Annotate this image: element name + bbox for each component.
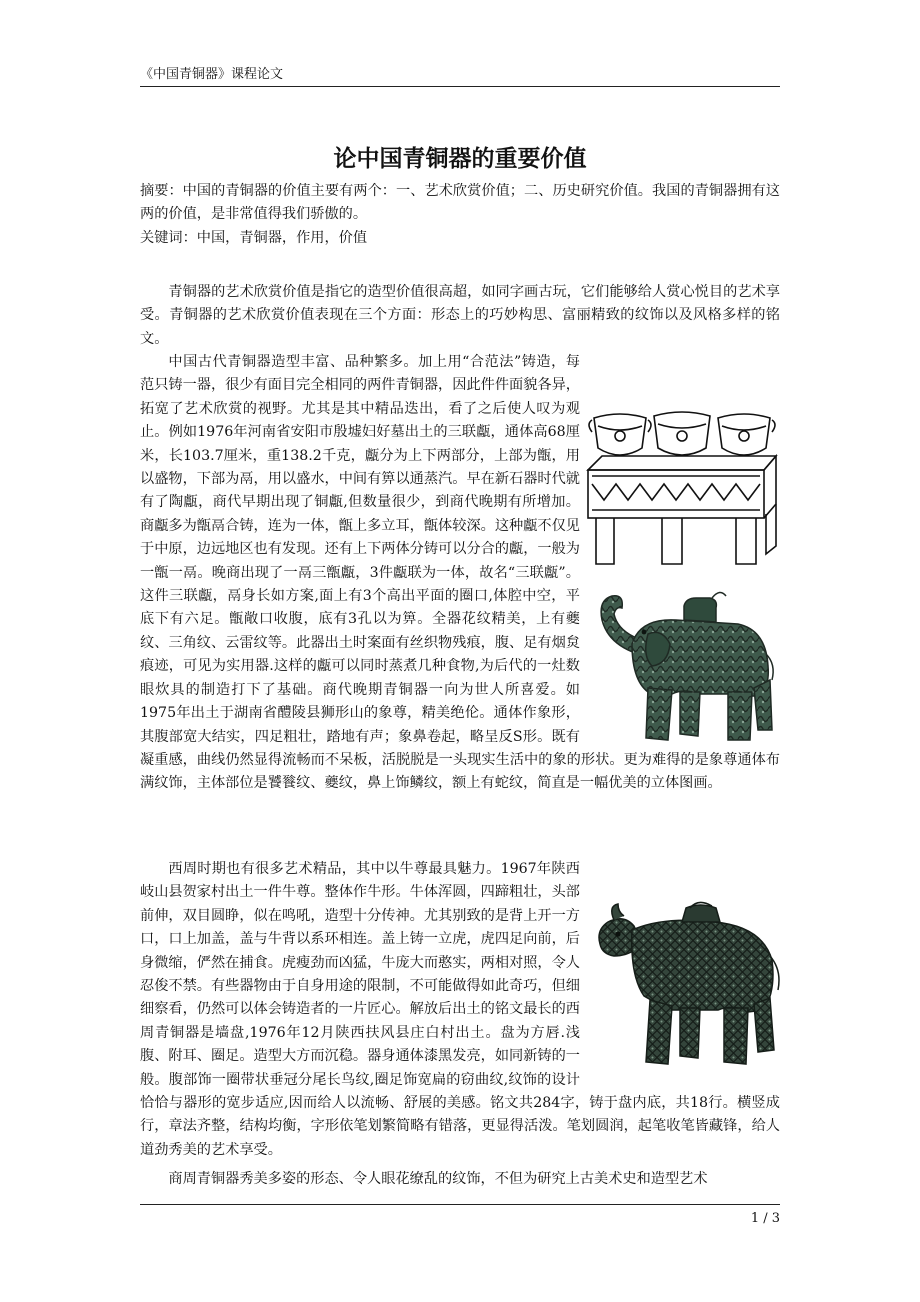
paragraph-4: [140, 1168, 780, 1191]
paragraph-3: [140, 858, 780, 1162]
paragraph-3-text: 西周时期也有很多艺术精品，其中以牛尊最具魅力。1967年陕西岐山县贺家村出土一件牛尊。整体作牛形。牛体浑圆，四蹄粗壮，头部前伸，双目圆睁，似在鸣吼，造型十分传神。尤其别致的是背上开一方口，口上加盖，盖与牛背以系环相连。盖上铸一立虎，虎四足向前，后身微缩，俨然在捕食。虎瘦劲而凶猛，牛庞大而憨实，两相对照，令人忍俊不禁。有些器物由于自身用途的限制，不可能做得如此奇巧，但细细察看，仍然可以体会铸造者的一片匠心。解放后出土的铭文最长的西周青铜器是墙盘,1976年12月陕西扶风县庄白村出土。盘为方唇.浅腹、附耳、圈足。造型大方而沉稳。器身通体漆黑发亮，如同新铸的一般。腹部饰一圈带状垂冠分尾长鸟纹,圈足饰宽扁的窃曲纹,纹饰的设计恰恰与器形的宽步适应,因而给人以流畅、舒展的美感。铭文共284字，铸于盘内底，共18行。横竖成行，章法齐整，结构均衡，字形依笔划繁简略有错落，更显得活泼。笔划圆润，起笔收笔皆藏锋，给人道劲秀美的艺术享受。: [140, 861, 780, 1158]
page-title: 论中国青铜器的重要价值: [333, 146, 587, 172]
keywords: 关键词：中国，青铜器，作用，价值: [140, 229, 368, 246]
paragraph-1-text: 青铜器的艺术欣赏价值是指它的造型价值很高超，如同字画古玩，它们能够给人赏心悦目的艺术享受。青铜器的艺术欣赏价值表现在三个方面：形态上的巧妙构思、富丽精致的纹饰以及风格多样的铭文。: [140, 284, 780, 347]
paragraph-1: [140, 281, 780, 351]
page-number: 1 / 3: [750, 1211, 780, 1226]
paragraph-2: [140, 351, 780, 796]
abstract: 摘要：中国的青铜器的价值主要有两个：一、艺术欣赏价值；二、历史研究价值。我国的青铜器拥有这两的价值，是非常值得我们骄傲的。: [140, 183, 780, 223]
footer-rule: [140, 1204, 780, 1205]
paragraph-4-text: 商周青铜器秀美多姿的形态、令人眼花缭乱的纹饰，不但为研究上古美术史和造型艺术: [168, 1171, 708, 1187]
paragraph-2-text: 中国古代青铜器造型丰富、品种繁多。加上用“合范法”铸造，每范只铸一器，很少有面目完全相同的两件青铜器，因此件件面貌各异，拓宽了艺术欣赏的视野。尤其是其中精品迭出，看了之后使人叹为观止。例如1976年河南省安阳市殷墟妇好墓出土的三联甗，通体高68厘米，长103.7厘米，重138.2千克，甗分为上下两部分，上部为甑，用以盛物，下部为鬲，用以盛水，中间有箅以通蒸汽。早在新石器时代就有了陶甗，商代早期出现了铜甗,但数量很少，到商代晚期有所增加。商甗多为甑鬲合铸，连为一体，甑上多立耳，甑体较深。这种甗不仅见于中原，边远地区也有发现。还有上下两体分铸可以分合的甗，一般为一甑一鬲。晚商出现了一鬲三甑甗，3件甗联为一体，故名“三联甗”。这件三联甗，鬲身长如方案,面上有3个高出平面的圈口,体腔中空，平底下有六足。甑敞口收腹，底有3孔以为箅。全器花纹精美，上有夔纹、三角纹、云雷纹等。此器出土时案面有丝织物残痕，腹、足有烟炱痕迹，可见为实用器.这样的甗可以同时蒸煮几种食物,为后代的一灶数眼炊具的制造打下了基础。商代晚期青铜器一向为世人所喜爱。如1975年出土于湖南省醴陵县狮形山的象尊，精美绝伦。通体作象形，其腹部宽大结实，四足粗壮，踏地有声；象鼻卷起，略呈反S形。既有凝重感，曲线仍然显得流畅而不呆板，活脱脱是一头现实生活中的象的形状。更为难得的是象尊通体布满纹饰，主体部位是饕餮纹、夔纹，鼻上饰鳞纹，额上有蛇纹，简直是一幅优美的立体图画。: [140, 354, 780, 792]
running-header: 《中国青铜器》课程论文: [140, 67, 284, 82]
header-rule: [140, 86, 780, 87]
abstract-block: [140, 180, 780, 250]
